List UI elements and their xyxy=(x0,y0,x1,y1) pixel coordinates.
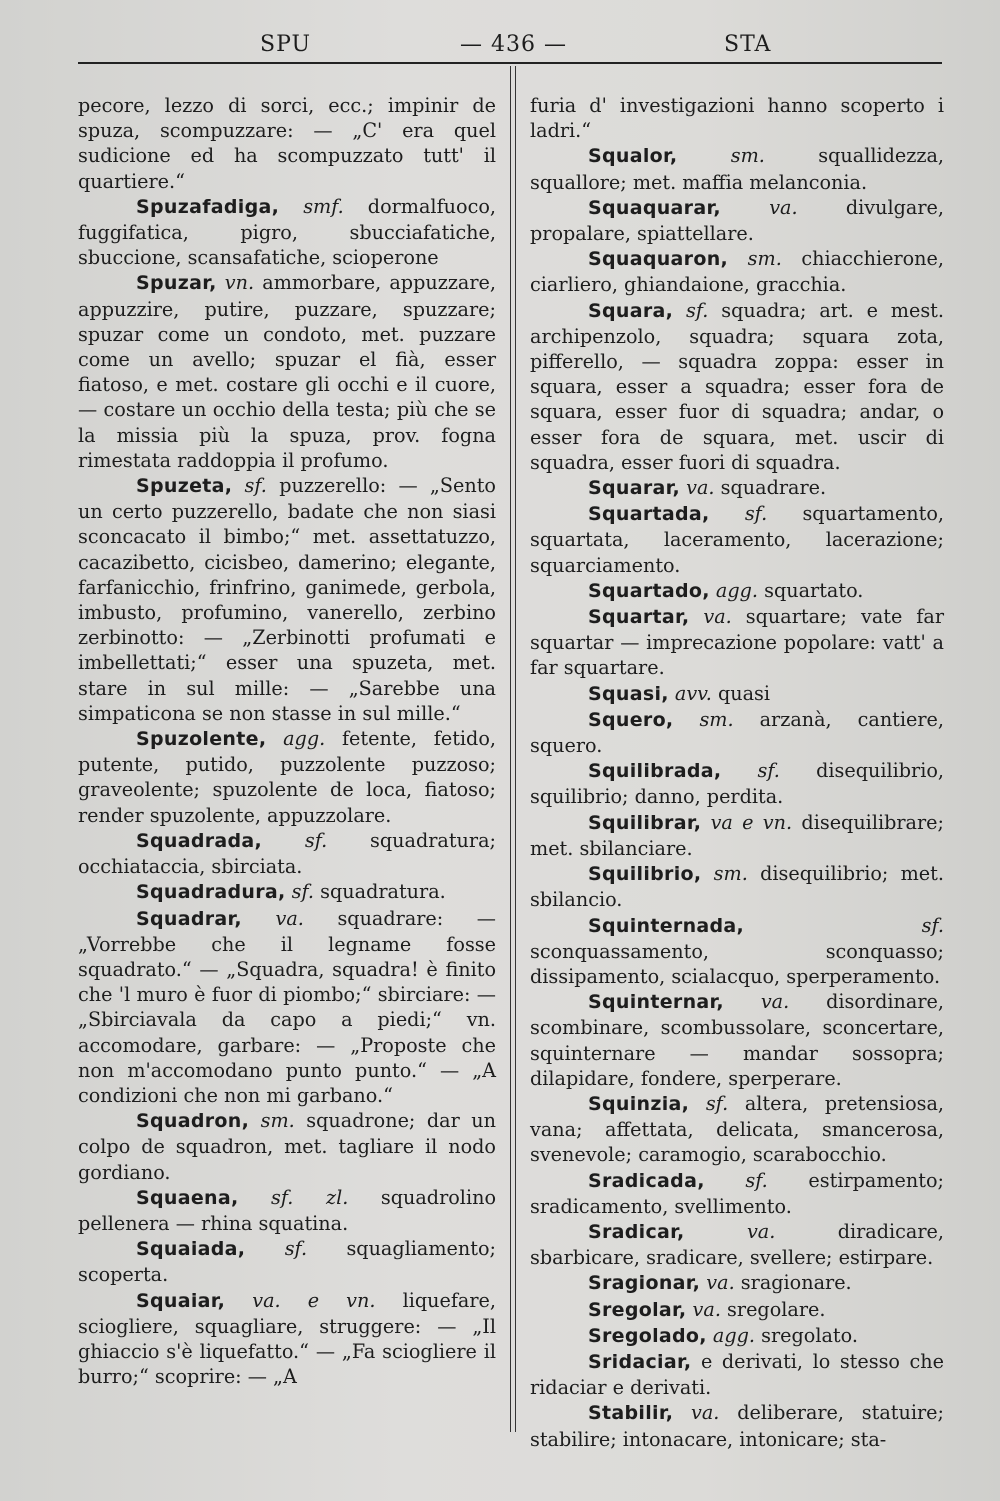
entry-grammar: va. xyxy=(692,1297,721,1321)
entry-definition: squadrolino pellenera — rhina squatina. xyxy=(78,1185,496,1235)
dictionary-entry xyxy=(530,681,944,707)
header-right-guide-word: STA xyxy=(724,32,772,57)
entry-headword: Spuzeta, xyxy=(136,475,233,498)
entry-definition: quasi xyxy=(717,681,771,705)
right-column xyxy=(530,93,944,1452)
entry-headword: Squaquarar, xyxy=(588,196,721,219)
entry-definition: squallidezza, squallore; met. maffia melanconia. xyxy=(530,144,944,194)
dictionary-entry xyxy=(530,861,944,912)
entry-definition: fetente, fetido, putente, putido, puzzolente puzzoso; graveolente; spuzolente de loca, fiatoso; render spuzolente, appuzzolare. xyxy=(78,727,496,827)
entry-grammar: va. xyxy=(686,476,715,500)
dictionary-entry xyxy=(530,578,944,604)
dictionary-entry xyxy=(530,810,944,861)
dictionary-entry xyxy=(78,726,496,828)
entry-grammar: sm. xyxy=(699,707,734,731)
entry-grammar: va. xyxy=(703,605,732,629)
dictionary-entry xyxy=(78,828,496,879)
entry-grammar: va. xyxy=(706,1271,735,1295)
entry-grammar: va. xyxy=(760,990,790,1014)
dictionary-entry xyxy=(530,758,944,809)
entry-headword: Squilibrio, xyxy=(588,863,702,886)
entry-headword: Squartada, xyxy=(588,503,710,526)
dictionary-entry xyxy=(530,1091,944,1168)
page-number: — 436 — xyxy=(460,32,567,57)
entry-headword: Sregolado, xyxy=(588,1324,707,1347)
dictionary-entry xyxy=(530,1270,944,1296)
entry-headword: Spuzafadiga, xyxy=(136,195,280,218)
entry-definition: dormalfuoco, fuggifatica, pigro, sbucciafatiche, sbuccione, scansafatiche, scioperone xyxy=(78,194,496,270)
entry-definition: sragionare. xyxy=(740,1271,852,1295)
entry-headword: Squaquaron, xyxy=(588,248,729,271)
entry-headword: Squadron, xyxy=(136,1110,250,1133)
dictionary-entry xyxy=(78,1288,496,1390)
dictionary-entry xyxy=(78,194,496,271)
entry-definition: squadratura; occhiataccia, sbirciata. xyxy=(78,828,496,879)
entry-definition: puzzerello: — „Sento un certo puzzerello, badate che non siasi sconcacato il bimbo;“ met. assettatuzzo, cacazibetto, cicisbeo, damerino; elegante, farfanicchio, frinfrino, ganimede, gerbola, imbusto, profumino, vanerello, zerbino zerbinotto: — „Zerbinotti profumati e imbellettati;“ esser una spuzeta, met. stare in sul mille: — „Sarebbe una simpaticona se non stasse in sul mille.“ xyxy=(78,474,496,725)
entry-grammar: va. xyxy=(691,1401,720,1425)
entry-headword: Squalor, xyxy=(588,145,678,168)
entry-grammar: sm. xyxy=(747,247,782,271)
dictionary-entry xyxy=(530,501,944,578)
entry-headword: Spuzar, xyxy=(136,272,217,295)
entry-grammar: sm. xyxy=(713,862,748,886)
entry-headword: Squinzia, xyxy=(588,1092,690,1115)
entry-definition: divulgare, propalare, spiattellare. xyxy=(530,195,944,246)
entry-grammar: sf. xyxy=(921,913,944,937)
header-left-guide-word: SPU xyxy=(260,32,312,57)
entry-definition: arzanà, cantiere, squero. xyxy=(530,707,945,758)
entry-headword: Squara, xyxy=(588,299,674,322)
entry-grammar: sf. xyxy=(757,759,780,783)
entry-definition: disordinare, scombinare, scombussolare, sconcertare, squinternare — mandar sossopra; dilapidare, fondere, sperperare. xyxy=(530,990,944,1090)
entry-grammar: sf. xyxy=(291,880,315,904)
entry-headword: Spuzolente, xyxy=(136,728,267,751)
entry-definition: squadrone; dar un colpo de squadron, met. tagliare il nodo gordiano. xyxy=(78,1109,497,1184)
entry-definition: e derivati, lo stesso che ridaciar e derivati. xyxy=(530,1349,944,1400)
entry-grammar: avv. xyxy=(674,681,712,705)
entry-grammar: va. xyxy=(275,906,304,930)
entry-headword: Squaena, xyxy=(136,1186,239,1209)
entry-grammar: agg. xyxy=(283,727,326,751)
dictionary-entry xyxy=(530,989,944,1091)
entry-definition: squadratura. xyxy=(320,880,446,904)
entry-headword: Sregolar, xyxy=(588,1298,687,1321)
entry-grammar: vn. xyxy=(224,271,255,295)
dictionary-entry xyxy=(530,913,944,990)
dictionary-entry xyxy=(530,1349,944,1400)
dictionary-entry xyxy=(78,879,496,905)
header-rule xyxy=(78,62,942,64)
entry-definition: squartare; vate far squartar — imprecazione popolare: vatt' a far squartare. xyxy=(530,605,945,680)
dictionary-entry xyxy=(530,298,944,475)
entry-headword: Squadrada, xyxy=(136,829,263,852)
entry-definition: disequilibrio; met. sbilancio. xyxy=(530,862,944,912)
entry-headword: Squartar, xyxy=(588,606,690,629)
dictionary-entry xyxy=(530,475,944,501)
entry-definition: disequilibrare; met. sbilanciare. xyxy=(530,810,944,860)
entry-definition: squartamento, squartata, laceramento, lacerazione; squarciamento. xyxy=(530,502,944,577)
entry-definition: disequilibrio, squilibrio; danno, perdita. xyxy=(530,759,944,809)
entry-headword: Squadrar, xyxy=(136,907,242,930)
entry-headword: Squinternar, xyxy=(588,991,724,1014)
entry-definition: altera, pretensiosa, vana; affettata, delicata, smancerosa, svenevole; caramogio, scarabocchio. xyxy=(530,1091,945,1167)
dictionary-entry xyxy=(530,1323,944,1349)
dictionary-entry xyxy=(78,1108,496,1185)
entry-definition: liquefare, sciogliere, squagliare, struggere: — „Il ghiaccio s'è liquefatto.“ — „Fa sciogliere il burro;“ scoprire: — „A xyxy=(78,1288,496,1389)
dictionary-entry xyxy=(78,473,496,726)
entry-grammar: va e vn. xyxy=(710,810,793,834)
entry-grammar: agg. xyxy=(715,578,758,602)
entry-grammar: sf. xyxy=(686,298,709,322)
dictionary-entry xyxy=(530,1219,944,1270)
entry-definition: sregolare. xyxy=(727,1297,826,1321)
entry-definition: diradicare, sbarbicare, sradicare, svellere; estirpare. xyxy=(530,1219,944,1270)
entry-grammar: sf. xyxy=(244,474,267,498)
entry-definition: sregolato. xyxy=(761,1323,858,1347)
dictionary-entry xyxy=(78,270,496,473)
entry-definition: furia d' investigazioni hanno scoperto i ladri.“ xyxy=(530,94,944,143)
entry-headword: Squilibrada, xyxy=(588,760,722,783)
entry-grammar: va. xyxy=(746,1219,776,1243)
entry-headword: Sridaciar, xyxy=(588,1350,692,1373)
entry-grammar: sf. xyxy=(304,828,328,852)
entry-headword: Sragionar, xyxy=(588,1272,701,1295)
dictionary-entry xyxy=(530,143,944,194)
dictionary-entry xyxy=(78,1185,496,1236)
dictionary-entry xyxy=(530,707,944,758)
dictionary-entry xyxy=(78,1236,496,1287)
entry-grammar: sf. xyxy=(284,1237,308,1261)
page-header xyxy=(78,30,942,62)
entry-grammar: sm. xyxy=(260,1109,295,1133)
entry-headword: Stabilir, xyxy=(588,1402,674,1425)
entry-headword: Sradicada, xyxy=(588,1169,705,1192)
left-column xyxy=(78,93,496,1389)
entry-grammar: agg. xyxy=(712,1323,756,1347)
dictionary-entry xyxy=(530,604,944,681)
entry-grammar: sf. xyxy=(744,502,768,526)
entry-definition: estirpamento; sradicamento, svellimento. xyxy=(530,1168,944,1218)
entry-definition: squadrare. xyxy=(720,476,827,500)
dictionary-entry xyxy=(78,93,496,194)
entry-headword: Sradicar, xyxy=(588,1220,685,1243)
entry-headword: Squarar, xyxy=(588,477,681,500)
entry-headword: Squaiar, xyxy=(136,1289,226,1312)
entry-grammar: sm. xyxy=(730,144,765,168)
entry-definition: squartato. xyxy=(764,578,864,602)
dictionary-entry xyxy=(530,93,944,143)
dictionary-entry xyxy=(78,906,496,1109)
entry-definition: pecore, lezzo di sorci, ecc.; impinir de spuza, scompuzzare: — „C' era quel sudicione ed ha scompuzzato tutt' il quartiere.“ xyxy=(78,94,496,193)
entry-headword: Squero, xyxy=(588,708,674,731)
dictionary-entry xyxy=(530,195,944,246)
entry-grammar: smf. xyxy=(303,194,344,218)
entry-grammar: va. xyxy=(769,195,798,219)
dictionary-entry xyxy=(530,1168,944,1219)
entry-headword: Squinternada, xyxy=(588,914,745,937)
entry-definition: sconquassamento, sconquasso; dissipamento, scialacquo, sperperamento. xyxy=(530,939,944,988)
entry-headword: Squilibrar, xyxy=(588,811,702,834)
dictionary-entry xyxy=(530,1297,944,1323)
column-divider xyxy=(510,66,516,1432)
entry-grammar: va. e vn. xyxy=(252,1288,376,1312)
entry-grammar: sf. xyxy=(745,1168,768,1192)
entry-definition: ammorbare, appuzzare, appuzzire, putire, puzzare, spuzzare; spuzar come un condoto, met. puzzare come un avello; spuzar el fià, esser fiatoso, e met. costare gli occhi e il cuore, — costare un occhio della testa; più che se la missia più la spuza, prov. fogna rimestata raddoppia il profumo. xyxy=(78,271,496,472)
dictionary-entry xyxy=(530,246,944,297)
entry-grammar: sf. zl. xyxy=(271,1185,349,1209)
entry-definition: squadra; art. e mest. archipenzolo, squadra; squara zota, pifferello, — squadra zoppa: esser in squara, esser a squadra; esser fora de squara, esser fuor di squadra; andar, o esser fora de squara, met. uscir di squadra, esser fuori di squadra. xyxy=(530,298,944,474)
entry-headword: Squadradura, xyxy=(136,881,286,904)
entry-definition: squadrare: — „Vorrebbe che il legname fosse squadrato.“ — „Squadra, squadra! è finito che 'l muro è fuor di piombo;“ sbirciare: — „Sbirciavala da capo a piedi;“ vn. accomodare, garbare: — „Proposte che non m'accomodano punto punto.“ — „A condizioni che non mi garbano.“ xyxy=(78,906,496,1107)
entry-grammar: sf. xyxy=(705,1091,729,1115)
entry-definition: deliberare, statuire; stabilire; intonacare, intonicare; sta- xyxy=(530,1401,944,1451)
entry-definition: squagliamento; scoperta. xyxy=(78,1237,496,1287)
dictionary-entry xyxy=(530,1400,944,1451)
entry-headword: Squaiada, xyxy=(136,1238,246,1261)
entry-headword: Squartado, xyxy=(588,579,710,602)
entry-definition: chiacchierone, ciarliero, ghiandaione, gracchia. xyxy=(530,247,944,297)
entry-headword: Squasi, xyxy=(588,682,669,705)
